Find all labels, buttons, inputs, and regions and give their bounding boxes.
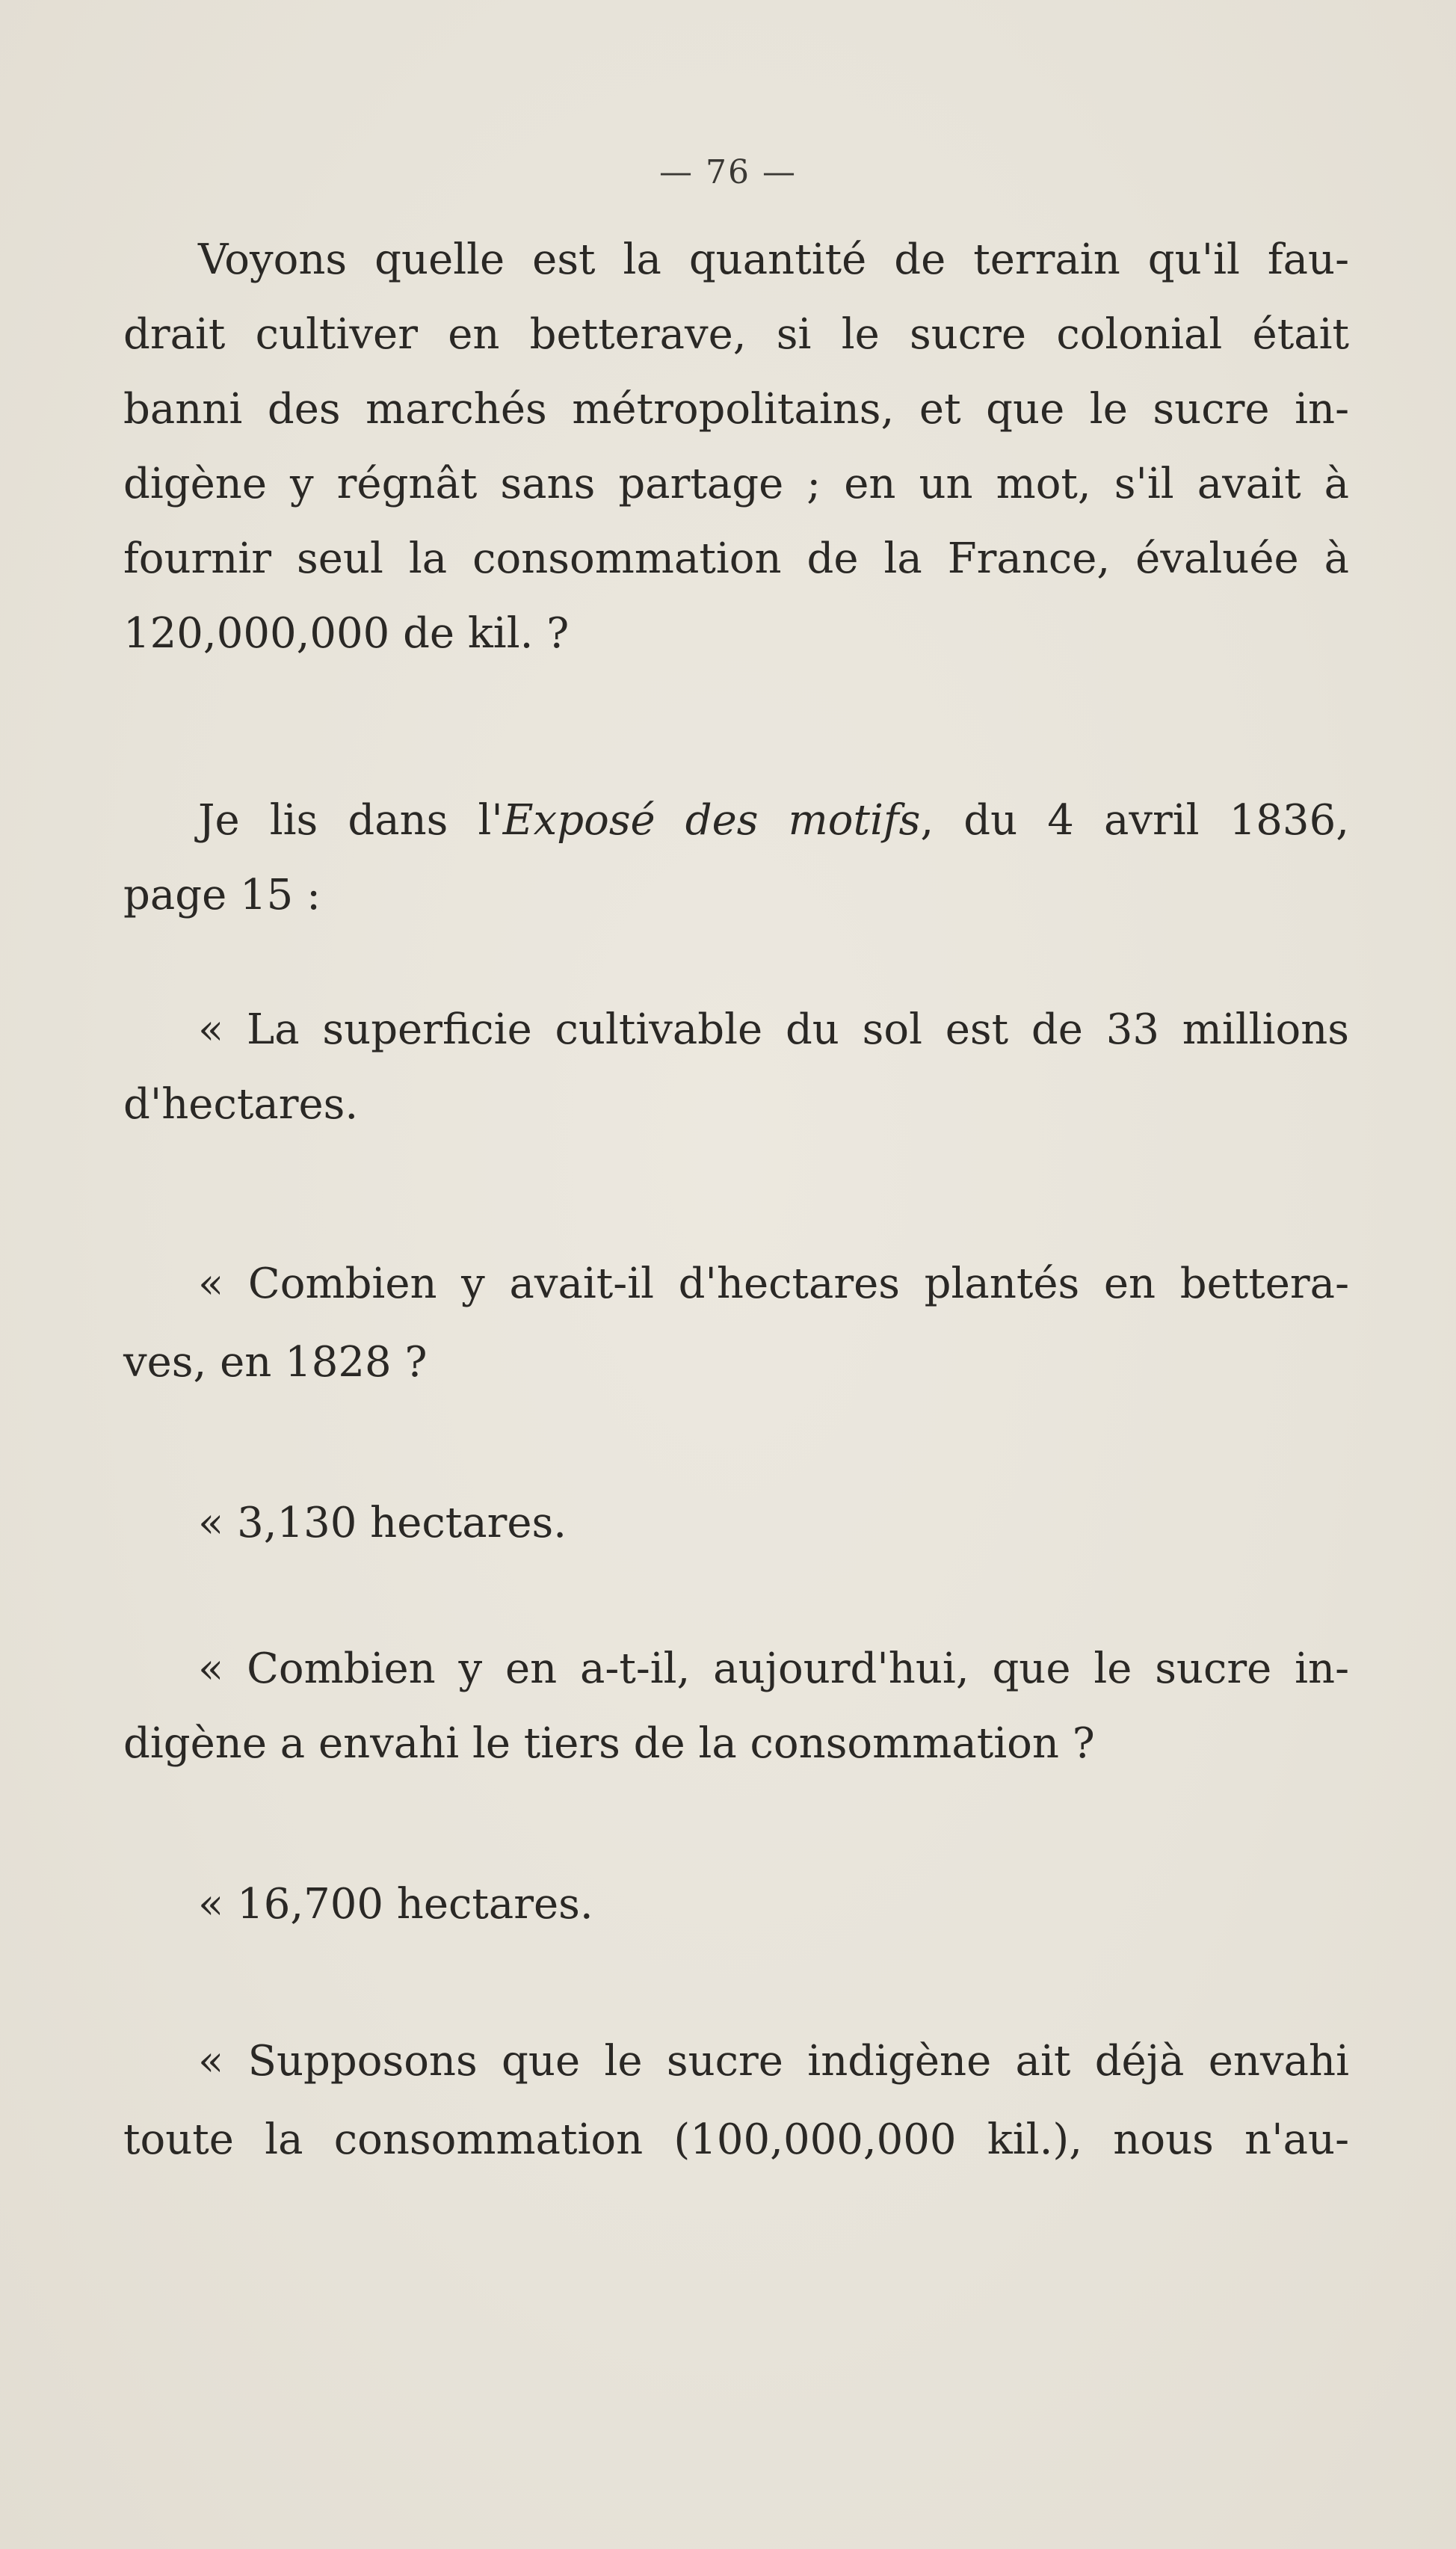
paragraph-1-line-5: fournir seul la consommation de la France, évaluée à bbox=[123, 534, 1349, 583]
exposé-des-motifs-title: Exposé des motifs bbox=[502, 796, 921, 845]
paragraph-1-line-3: banni des marchés métropolitains, et que le sucre in- bbox=[123, 385, 1349, 434]
paragraph-5-line-1: « 3,130 hectares. bbox=[198, 1499, 567, 1547]
paragraph-4-line-1: « Combien y avait-il d'hectares plantés en bettera- bbox=[198, 1260, 1349, 1308]
paragraph-1-line-2: drait cultiver en betterave, si le sucre colonial était bbox=[123, 310, 1349, 359]
page-number: — 76 — bbox=[659, 153, 797, 191]
paragraph-6-line-1: « Combien y en a-t-il, aujourd'hui, que le sucre in- bbox=[198, 1645, 1349, 1693]
paragraph-8-line-1: « Supposons que le sucre indigène ait déjà envahi bbox=[198, 2037, 1349, 2086]
paragraph-3-line-1: « La superficie cultivable du sol est de 33 millions bbox=[198, 1005, 1349, 1054]
paragraph-1-line-1: Voyons quelle est la quantité de terrain qu'il fau- bbox=[198, 235, 1349, 284]
paragraph-3-line-2: d'hectares. bbox=[123, 1080, 359, 1129]
paragraph-2-text-a: Je lis dans l' bbox=[198, 796, 503, 845]
paragraph-2-text-b: , du 4 avril 1836, bbox=[920, 796, 1349, 845]
paragraph-2-line-1 bbox=[198, 796, 1349, 845]
paragraph-6-line-2: digène a envahi le tiers de la consommation ? bbox=[123, 1719, 1095, 1768]
paragraph-1-line-6: 120,000,000 de kil. ? bbox=[123, 609, 570, 658]
paragraph-1-line-4: digène y régnât sans partage ; en un mot, s'il avait à bbox=[123, 460, 1349, 508]
paragraph-7-line-1: « 16,700 hectares. bbox=[198, 1880, 593, 1929]
paragraph-2-line-2: page 15 : bbox=[123, 871, 321, 919]
paragraph-4-line-2: ves, en 1828 ? bbox=[123, 1338, 428, 1387]
paragraph-8-line-2: toute la consommation (100,000,000 kil.), nous n'au- bbox=[123, 2115, 1349, 2164]
